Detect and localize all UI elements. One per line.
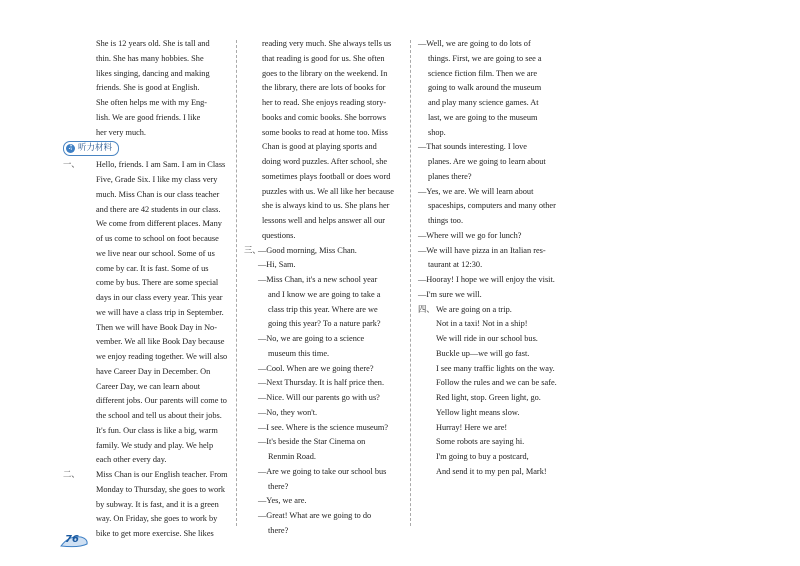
- text-line: I see many traffic lights on the way.: [436, 363, 555, 373]
- text-line: likes singing, dancing and making: [96, 68, 210, 78]
- section-two-text: [96, 468, 229, 542]
- text-line: planes there?: [428, 171, 472, 181]
- text-line: come by bus. There are some special: [96, 278, 219, 288]
- section-number: 三、: [244, 245, 261, 255]
- text-line: going to walk around the museum: [428, 83, 542, 93]
- section-three-dialogue: [258, 244, 406, 539]
- section-two: [63, 468, 229, 542]
- text-line: way. On Friday, she goes to work by: [96, 514, 218, 524]
- text-line: Yellow light means slow.: [436, 407, 520, 417]
- text-line: her very much.: [96, 127, 146, 137]
- text-line: Follow the rules and we can be safe.: [436, 378, 557, 388]
- text-line: there?: [268, 481, 289, 491]
- text-line: Hurray! Here we are!: [436, 422, 508, 432]
- section-number: 四、: [418, 304, 435, 314]
- column-left: [63, 37, 229, 542]
- text-line: —No, we are going to a science: [258, 334, 365, 343]
- text-line: family. We study and play. We help: [96, 440, 214, 450]
- text-line: come by car. It is fast. Some of us: [96, 263, 209, 273]
- text-line: some books to read at home too. Miss: [262, 127, 388, 137]
- text-line: —Yes, we are.: [258, 496, 307, 506]
- text-line: sometimes plays football or does word: [262, 171, 391, 181]
- text-line: lish. We are good friends. I like: [96, 112, 201, 122]
- text-line: reading very much. She always tells us: [262, 39, 392, 48]
- text-line: there?: [268, 525, 289, 535]
- text-line: the school and tell us about their jobs.: [96, 411, 222, 420]
- section-two-continued: [244, 37, 406, 244]
- text-line: —Hooray! I hope we will enjoy the visit.: [418, 275, 555, 284]
- section-one-text: [96, 158, 229, 468]
- text-line: we enjoy reading together. We will also: [96, 352, 228, 361]
- text-line: We come from different places. Many: [96, 219, 222, 229]
- text-line: we live near our school. Some of us: [96, 248, 215, 258]
- text-line: —Good morning, Miss Chan.: [258, 245, 357, 255]
- text-line: I'm going to buy a postcard,: [436, 452, 529, 461]
- text-line: bike to get more exercise. She likes: [96, 529, 214, 538]
- text-line: Some robots are saying hi.: [436, 437, 525, 447]
- text-line: questions.: [262, 230, 296, 240]
- text-line: shop.: [428, 127, 446, 137]
- text-line: —That sounds interesting. I love: [418, 142, 527, 152]
- text-line: Monday to Thursday, she goes to work: [96, 484, 226, 494]
- text-line: —Cool. When are we going there?: [258, 363, 374, 373]
- text-line: Hello, friends. I am Sam. I am in Class: [96, 160, 226, 170]
- section-number: 一、: [63, 160, 80, 170]
- text-line: things. First, we are going to see a: [428, 53, 542, 63]
- text-line: —Next Thursday. It is half price then.: [258, 378, 385, 388]
- text-line: Red light, stop. Green light, go.: [436, 393, 541, 402]
- text-line: that reading is good for us. She often: [262, 53, 385, 63]
- text-line: —Miss Chan, it's a new school year: [258, 275, 378, 284]
- headphones-icon: ♫: [67, 144, 74, 152]
- text-line: things too.: [428, 216, 464, 225]
- text-line: her to read. She enjoys reading story-: [262, 98, 387, 107]
- text-line: going this year? To a nature park?: [268, 319, 381, 329]
- text-line: —Are we going to take our school bus: [258, 466, 387, 476]
- text-line: Five, Grade Six. I like my class very: [96, 175, 218, 184]
- text-line: planes. Are we going to learn about: [428, 157, 546, 166]
- text-line: books and comic books. She borrows: [262, 112, 386, 122]
- text-line: —It's beside the Star Cinema on: [258, 437, 366, 447]
- text-line: Chan is good at playing sports and: [262, 142, 377, 152]
- text-line: have Career Day in December. On: [96, 366, 211, 376]
- text-line: We are going on a trip.: [436, 304, 512, 314]
- text-line: days in our class every year. This year: [96, 293, 223, 302]
- text-line: —Where will we go for lunch?: [418, 230, 522, 240]
- text-line: goes to the library on the weekend. In: [262, 68, 388, 78]
- text-line: And send it to my pen pal, Mark!: [436, 466, 547, 476]
- section-four: [418, 303, 586, 480]
- text-line: —No, they won't.: [258, 407, 318, 417]
- section-four-poem: [436, 303, 586, 480]
- column-middle: [244, 37, 406, 539]
- text-line: Buckle up—we will go fast.: [436, 348, 530, 358]
- text-line: —Yes, we are. We will learn about: [418, 186, 534, 196]
- text-line: we will have a class trip in September.: [96, 307, 224, 317]
- text-line: class trip this year. Where are we: [268, 304, 378, 314]
- column-divider: [410, 40, 411, 526]
- text-line: Career Day, we can learn about: [96, 381, 201, 391]
- text-line: last, we are going to the museum: [428, 112, 538, 122]
- listening-material-heading: [63, 141, 119, 156]
- text-line: —Nice. Will our parents go with us?: [258, 393, 380, 402]
- text-line: the library, there are lots of books for: [262, 83, 386, 93]
- text-line: science fiction film. Then we are: [428, 68, 538, 78]
- text-line: Miss Chan is our English teacher. From: [96, 470, 228, 479]
- text-line: spaceships, computers and many other: [428, 201, 556, 211]
- text-line: taurant at 12:30.: [428, 260, 483, 270]
- text-line: —Great! What are we going to do: [258, 511, 372, 520]
- text-line: friends. She is good at English.: [96, 83, 200, 93]
- section-three-dialogue-continued: [418, 37, 586, 303]
- text-line: Renmin Road.: [268, 452, 316, 461]
- text-line: It's fun. Our class is like a big, warm: [96, 425, 218, 435]
- text-line: vember. We all like Book Day because: [96, 337, 225, 347]
- text-line: She often helps me with my Eng-: [96, 98, 208, 107]
- text-line: and there are 42 students in our class.: [96, 204, 221, 214]
- text-line: —Hi, Sam.: [258, 260, 296, 270]
- page-number-badge: [59, 533, 89, 549]
- text-line: she is always kind to us. She plans her: [262, 201, 390, 211]
- text-line: each other every day.: [96, 455, 167, 465]
- text-line: We will ride in our school bus.: [436, 334, 538, 343]
- text-line: She is 12 years old. She is tall and: [96, 39, 210, 48]
- text-line: different jobs. Our parents will come to: [96, 396, 227, 406]
- text-line: of us come to school on foot because: [96, 234, 219, 243]
- text-line: lessons well and helps answer all our: [262, 216, 386, 225]
- text-line: —Well, we are going to do lots of: [418, 39, 531, 48]
- text-line: —I'm sure we will.: [418, 289, 482, 299]
- text-line: —We will have pizza in an Italian res-: [418, 245, 546, 255]
- text-line: thin. She has many hobbies. She: [96, 53, 204, 63]
- text-line: by subway. It is fast, and it is a green: [96, 499, 219, 509]
- text-line: and play many science games. At: [428, 98, 539, 107]
- column-right: [418, 37, 586, 480]
- section-one: [63, 158, 229, 468]
- text-line: and I know we are going to take a: [268, 289, 381, 299]
- text-line: Then we will have Book Day in No-: [96, 322, 217, 332]
- section-three: [244, 244, 406, 539]
- text-line: doing word puzzles. After school, she: [262, 157, 388, 166]
- text-line: Not in a taxi! Not in a ship!: [436, 319, 528, 329]
- text-line: museum this time.: [268, 348, 330, 358]
- section-number: 二、: [63, 470, 80, 479]
- text-line: puzzles with us. We all like her because: [262, 186, 394, 196]
- text-line: —I see. Where is the science museum?: [258, 422, 389, 432]
- page-number: 76: [65, 534, 79, 545]
- column-divider: [236, 40, 237, 526]
- heading-label: 听力材料: [78, 143, 113, 154]
- intro-paragraph: [63, 37, 229, 140]
- text-line: much. Miss Chan is our class teacher: [96, 189, 220, 199]
